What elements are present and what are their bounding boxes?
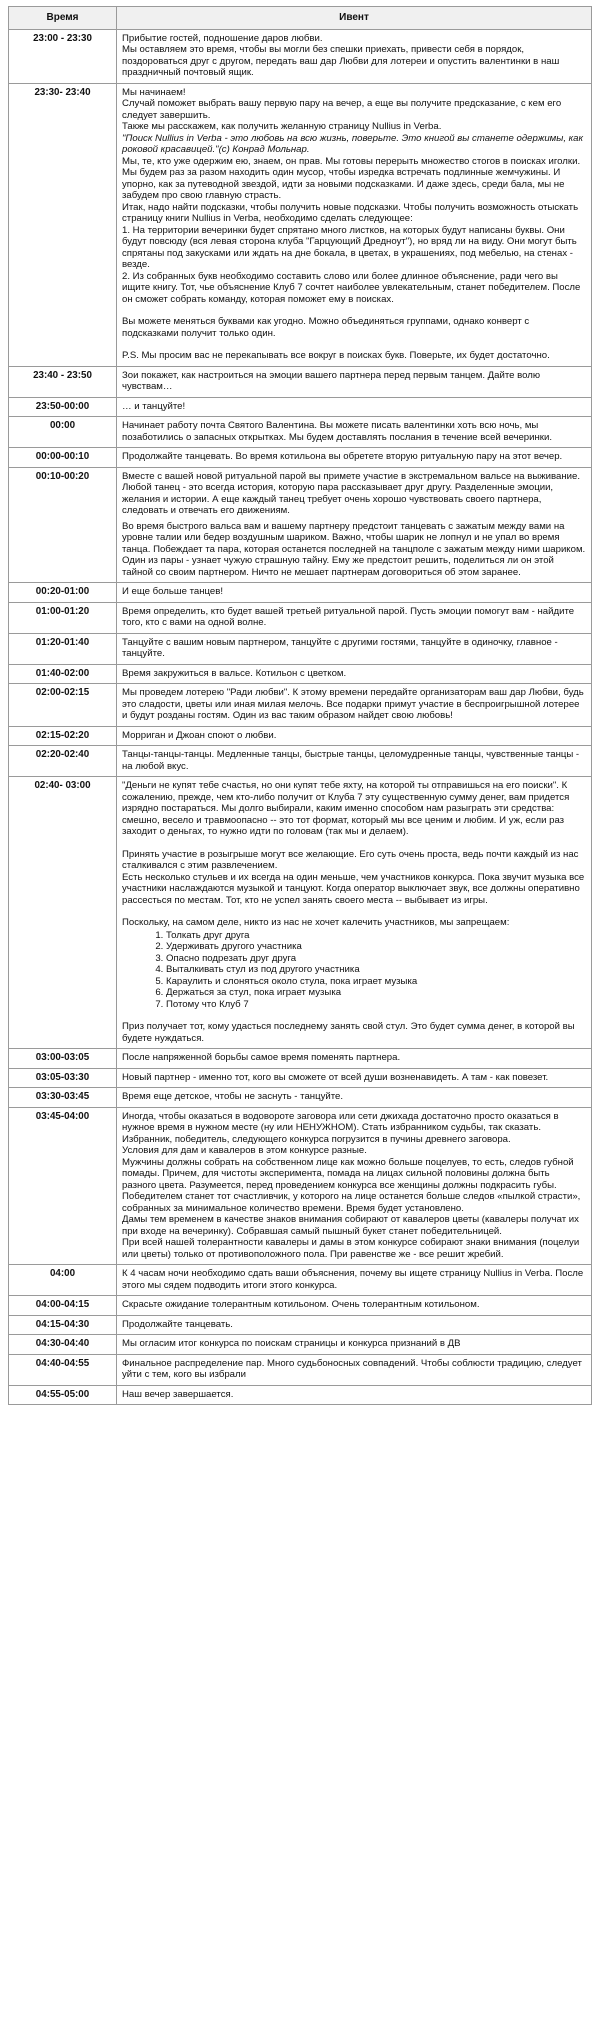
schedule-body <box>9 29 592 1405</box>
time-cell: 04:00-04:15 <box>9 1296 117 1316</box>
time-cell: 01:00-01:20 <box>9 602 117 633</box>
time-cell: 23:50-00:00 <box>9 397 117 417</box>
event-paragraph: Время определить, кто будет вашей третьей ритуальной парой. Пусть эмоции помогут вам - найдите того, кто с вами на одной волне. <box>122 605 575 628</box>
event-paragraph: Также мы расскажем, как получить желанную страницу Nullius in Verba. <box>122 121 442 132</box>
event-paragraph: Принять участие в розыгрыше могут все желающие. Его суть очень проста, ведь почти каждый из нас сталкивался с этим развлечением. <box>122 848 579 871</box>
event-paragraph: К 4 часам ночи необходимо сдать ваши объяснения, почему вы ищете страницу Nullius in Verba. После этого мы сядем подводить итоги этого конкурса. <box>122 1268 584 1291</box>
event-paragraph: Мы проведем лотерею "Ради любви". К этому времени передайте организаторам ваш дар Любви, будь это сладости, цветы или иная милая мелочь. Все подарки примут участие в беспроигрышной лотерее и будут розданы гостям. Один из вас таким образом найдет свою любовь! <box>122 687 584 721</box>
event-paragraph: Мужчины должны собрать на собственном лице как можно больше поцелуев, то есть, следов губной помады. Причем, для чистоты эксперимента, помада на лицах сильной половины должна быть разного цвета. Разумеется, перед проведением конкурса все женщины должны подкрасить губы. Победителем станет тот счастливчик, у которого на лице останется больше следов «пылкой страсти», собранных за минимальное количество времени. Время будет установлено. <box>122 1156 581 1214</box>
event-paragraph: Случай поможет выбрать вашу первую пару на вечер, а еще вы получите предсказание, с кем его следует завершить. <box>122 98 562 121</box>
rules-list-item: 6. Держаться за стул, пока играет музыка <box>166 987 586 999</box>
event-cell <box>117 83 592 366</box>
time-cell: 01:20-01:40 <box>9 633 117 664</box>
event-cell <box>117 777 592 1049</box>
event-paragraph: Поскольку, на самом деле, никто из нас не хочет калечить участников, мы запрещаем: <box>122 917 510 928</box>
event-cell <box>117 467 592 583</box>
event-paragraph: Условия для дам и кавалеров в этом конкурсе разные. <box>122 1145 367 1156</box>
event-cell <box>117 1049 592 1069</box>
event-cell <box>117 1265 592 1296</box>
schedule-table <box>8 6 592 1405</box>
event-cell <box>117 417 592 448</box>
event-paragraph: Вместе с вашей новой ритуальной парой вы примете участие в экстремальном вальсе на выживание. <box>122 470 580 482</box>
event-cell <box>117 633 592 664</box>
event-paragraph: Танцуйте с вашим новым партнером, танцуйте с другими гостями, танцуйте в одиночку, главное - танцуйте. <box>122 636 558 659</box>
time-cell: 02:00-02:15 <box>9 684 117 727</box>
event-paragraph: Итак, надо найти подсказки, чтобы получить новые подсказки. Чтобы получить возможность отыскать страницу книги Nullius in Verba, необходимо сделать следующее: <box>122 201 579 224</box>
event-paragraph: Есть несколько стульев и их всегда на один меньше, чем участников конкурса. Пока звучит музыка все участники наслаждаются музыкой и танцуют. Когда оператор выключает звук, все должны оперативно рассесться по местам. Тот, кто не успел занять своего места -- выбывает из игры. <box>122 871 585 906</box>
event-paragraph: Начинает работу почта Святого Валентина. Вы можете писать валентинки хоть всю ночь, мы позаботились о запасных открытках. Мы будем доставлять послания в течение всей вечеринки. <box>122 420 553 443</box>
event-paragraph: Морриган и Джоан споют о любви. <box>122 729 277 741</box>
rules-list-item: 5. Караулить и слоняться около стула, пока играет музыка <box>166 976 586 988</box>
time-cell: 23:40 - 23:50 <box>9 366 117 397</box>
time-cell: 03:30-03:45 <box>9 1088 117 1108</box>
table-row <box>9 1088 592 1108</box>
event-paragraph: Мы огласим итог конкурса по поискам страницы и конкурса признаний в ДВ <box>122 1338 461 1349</box>
rules-list <box>122 930 586 1011</box>
table-row <box>9 397 592 417</box>
time-cell: 02:40- 03:00 <box>9 777 117 1049</box>
event-paragraph: И еще больше танцев! <box>122 586 224 597</box>
table-row <box>9 664 592 684</box>
time-cell: 04:40-04:55 <box>9 1354 117 1385</box>
event-paragraph: "Поиск Nullius in Verba - это любовь на всю жизнь, поверьте. Это книгой вы станете одержимы, как роковой красавицей."(c) Конрад Мольнар. <box>122 132 584 155</box>
time-cell: 03:00-03:05 <box>9 1049 117 1069</box>
table-row <box>9 583 592 603</box>
table-row <box>9 1265 592 1296</box>
time-cell: 04:15-04:30 <box>9 1315 117 1335</box>
event-cell <box>117 1354 592 1385</box>
event-cell <box>117 583 592 603</box>
event-paragraph: При всей нашей толерантности кавалеры и дамы в этом конкурсе собирают знаки внимания (поцелуи или цветы) только от противоположного пола. При равенстве же - все решит жребий. <box>122 1237 580 1260</box>
time-cell: 03:45-04:00 <box>9 1107 117 1265</box>
event-paragraph: Новый партнер - именно тот, кого вы сможете от всей души возненавидеть. А там - как повезет. <box>122 1071 549 1083</box>
event-paragraph: Финальное распределение пар. Много судьбоносных совпадений. Чтобы соблюсти традицию, следует уйти с тем, кого вы избрали <box>122 1357 582 1380</box>
time-cell: 00:00 <box>9 417 117 448</box>
table-row <box>9 602 592 633</box>
table-row <box>9 1068 592 1088</box>
time-cell: 04:00 <box>9 1265 117 1296</box>
event-paragraph: После напряженной борьбы самое время поменять партнера. <box>122 1052 401 1063</box>
event-cell <box>117 29 592 83</box>
time-cell: 04:55-05:00 <box>9 1385 117 1405</box>
event-paragraph: Любой танец - это всегда история, которую пара рассказывает друг другу. Разделенные эмоции, желания и истории. А еще каждый танец требует очень хорошо чувствовать своего партнера, следовать и отвечать его движениям. <box>122 482 554 516</box>
event-cell <box>117 726 592 746</box>
table-row <box>9 1296 592 1316</box>
table-row <box>9 467 592 583</box>
event-paragraph: P.S. Мы просим вас не перекапывать все вокруг в поисках букв. Поверьте, их будет достаточно. <box>122 350 550 361</box>
table-row <box>9 448 592 468</box>
table-row <box>9 726 592 746</box>
table-row <box>9 29 592 83</box>
event-paragraph: Зои покажет, как настроиться на эмоции вашего партнера перед первым танцем. Дайте волю чувствам… <box>122 369 541 392</box>
event-paragraph: Наш вечер завершается. <box>122 1388 234 1400</box>
table-row <box>9 1107 592 1265</box>
table-row <box>9 1335 592 1355</box>
header-time: Время <box>9 7 117 30</box>
rules-list-item: 2. Удерживать другого участника <box>166 941 586 953</box>
event-cell <box>117 664 592 684</box>
table-row <box>9 1049 592 1069</box>
event-cell <box>117 1107 592 1265</box>
event-cell <box>117 746 592 777</box>
event-cell <box>117 448 592 468</box>
rules-list-item: 3. Опасно подрезать друг друга <box>166 953 586 965</box>
table-row <box>9 633 592 664</box>
event-paragraph: Вы можете меняться буквами как угодно. Можно объединяться группами, однако конверт с подсказками получит только один. <box>122 316 530 339</box>
time-cell: 00:00-00:10 <box>9 448 117 468</box>
time-cell: 03:05-03:30 <box>9 1068 117 1088</box>
event-paragraph: Приз получает тот, кому удасться последнему занять свой стул. Это будет сумма денег, в которой вы будете нуждаться. <box>122 1021 575 1044</box>
rules-list-item: 7. Потому что Клуб 7 <box>166 999 586 1011</box>
time-cell: 00:20-01:00 <box>9 583 117 603</box>
event-cell <box>117 1335 592 1355</box>
table-row <box>9 1354 592 1385</box>
event-paragraph: Время закружиться в вальсе. Котильон с цветком. <box>122 667 347 679</box>
event-paragraph: Мы, те, кто уже одержим ею, знаем, он прав. Мы готовы перерыть множество стогов в поисках иголки. Мы будем раз за разом находить один мусор, чтобы изредка встречать подлинные жемчужины. И упорно, как за путеводной звездой, идти за новыми подсказками. И даже здесь, среди бала, мы не забудем про свою главную страсть. <box>122 155 581 201</box>
time-cell: 02:15-02:20 <box>9 726 117 746</box>
event-cell <box>117 397 592 417</box>
event-cell <box>117 1385 592 1405</box>
event-paragraph: … и танцуйте! <box>122 400 186 412</box>
event-cell <box>117 1315 592 1335</box>
event-cell <box>117 684 592 727</box>
time-cell: 00:10-00:20 <box>9 467 117 583</box>
table-row <box>9 777 592 1049</box>
event-cell <box>117 1296 592 1316</box>
table-row <box>9 746 592 777</box>
time-cell: 02:20-02:40 <box>9 746 117 777</box>
rules-list-item: 1. Толкать друг друга <box>166 930 586 942</box>
event-paragraph: Мы оставляем это время, чтобы вы могли без спешки приехать, привести себя в порядок, поздороваться друг с другом, передать ваш дар Любви для лотереи и опустить валентинки в наш праздничный почтовый ящик. <box>122 44 560 78</box>
time-cell: 23:30- 23:40 <box>9 83 117 366</box>
event-paragraph: Во время быстрого вальса вам и вашему партнеру предстоит танцевать с зажатым между вами на уровне талии или бедер воздушным шариком. Важно, чтобы шарик не лопнул и не упал во время танца. Побеждает та пара, которая останется последней на танцполе с зажатым между ними шариком. Один из пары - узнает чужую страшную тайну. Ему же предстоит решить, поделиться ли он этой тайной со своим партнером. Ничто не мешает партнерам договориться об этом заранее. <box>122 520 586 578</box>
table-row <box>9 417 592 448</box>
table-row <box>9 684 592 727</box>
event-paragraph: Время еще детское, чтобы не заснуть - танцуйте. <box>122 1091 344 1102</box>
event-paragraph: Продолжайте танцевать. Во время котильона вы обретете вторую ритуальную пару на этот вечер. <box>122 451 563 462</box>
event-paragraph: Дамы тем временем в качестве знаков внимания собирают от кавалеров цветы (кавалеры получат их при входе на вечеринку). Собравшая самый пышный букет станет победительницей. <box>122 1214 579 1237</box>
table-row <box>9 1315 592 1335</box>
event-paragraph: 1. На территории вечеринки будет спрятано много листков, на которых будут написаны буквы. Они будут повсюду (вся левая сторона клуба "Гарцующий Дредноут"), но вряд ли на виду. Они могут быть спрятаны под закусками или ждать на дне бокала, в цветах, в украшениях, под мебелью, на стенах - везде. <box>122 224 577 270</box>
event-paragraph: Иногда, чтобы оказаться в водовороте заговора или сети джихада достаточно просто оказаться в нужное время в нужном месте (ну или НЕНУЖНОМ). Стать избранником судьбы, так сказать. Избранник, победитель, следующего конкурса погрузится в пучины древнего заговора. <box>122 1110 559 1145</box>
table-row <box>9 1385 592 1405</box>
header-row <box>9 7 592 30</box>
rules-list-item: 4. Выталкивать стул из под другого участника <box>166 964 586 976</box>
event-cell <box>117 602 592 633</box>
time-cell: 04:30-04:40 <box>9 1335 117 1355</box>
event-paragraph: Продолжайте танцевать. <box>122 1318 233 1330</box>
event-paragraph: Танцы-танцы-танцы. Медленные танцы, быстрые танцы, целомудренные танцы, чувственные танцы - на любой вкус. <box>122 749 580 772</box>
table-row <box>9 366 592 397</box>
time-cell: 01:40-02:00 <box>9 664 117 684</box>
table-row <box>9 83 592 366</box>
event-paragraph: 2. Из собранных букв необходимо составить слово или более длинное объяснение, ради чего вы ищите книгу. Тот, чье объяснение Клуб 7 сочтет наиболее увлекательным, станет победителем. После он сможет собрать команду, которая поможет ему в поисках. <box>122 270 581 305</box>
event-cell <box>117 1068 592 1088</box>
event-paragraph: Мы начинаем! <box>122 86 186 98</box>
header-event: Ивент <box>117 7 592 30</box>
event-cell <box>117 1088 592 1108</box>
event-paragraph: Скрасьте ожидание толерантным котильоном. Очень толерантным котильоном. <box>122 1299 480 1310</box>
event-paragraph: Прибытие гостей, подношение даров любви. <box>122 32 323 44</box>
event-cell <box>117 366 592 397</box>
event-paragraph: "Деньги не купят тебе счастья, но они купят тебе яхту, на которой ты отправишься на его поиски". К сожалению, прежде, чем кто-либо получит от Клуба 7 эту существенную сумму денег, вам придется изрядно постараться. Мы долго выбирали, каким именно способом нам разыграть эти средства: смешно, весело и травмоопасно -- это тот формат, который мы все ценим и любим. И уж, если раз заходит о деньгах, то нужно идти по головам (так мы и делаем). <box>122 780 570 837</box>
time-cell: 23:00 - 23:30 <box>9 29 117 83</box>
